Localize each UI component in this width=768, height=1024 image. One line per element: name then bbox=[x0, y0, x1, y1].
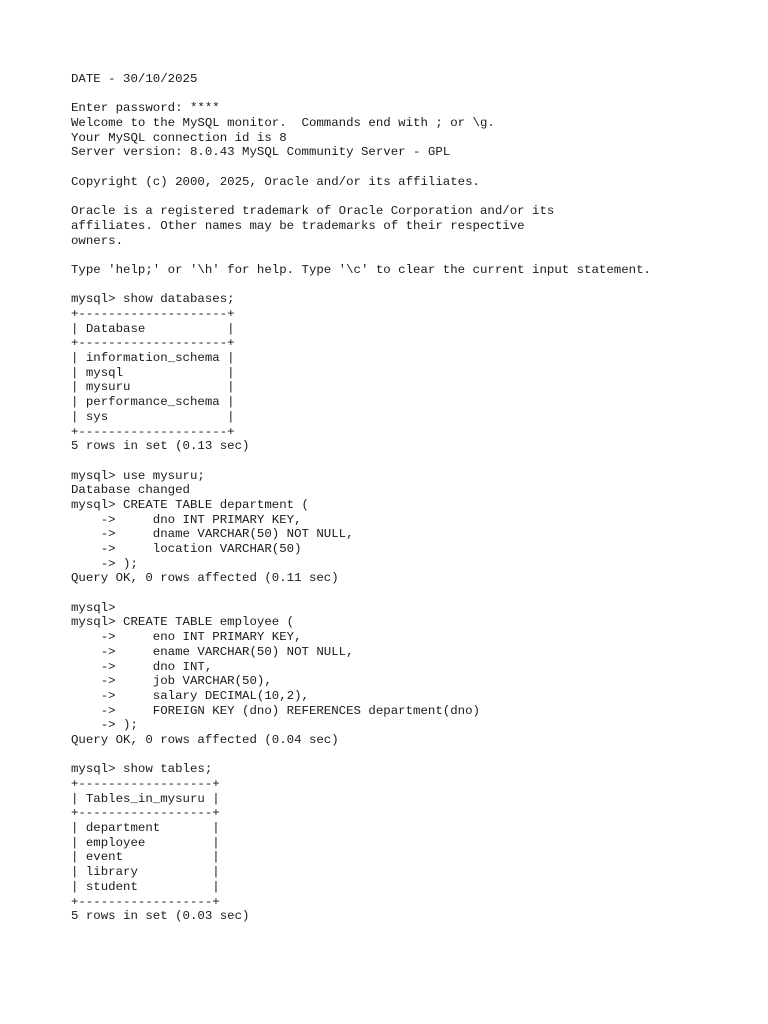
blank-line bbox=[71, 190, 768, 205]
document-line: -> ); bbox=[71, 718, 138, 733]
document-line: -> location VARCHAR(50) bbox=[71, 542, 302, 556]
document-line: Query OK, 0 rows affected (0.04 sec) bbox=[71, 732, 339, 747]
document-line: -> ); bbox=[71, 556, 138, 571]
document-line: mysql> CREATE TABLE employee ( bbox=[71, 615, 295, 630]
document-line: | employee | bbox=[71, 835, 220, 850]
document-line: +--------------------+ bbox=[71, 424, 235, 439]
document-page bbox=[71, 72, 768, 924]
document-line: | performance_schema | bbox=[71, 395, 235, 410]
document-line: owners. bbox=[71, 233, 124, 248]
document-line: 5 rows in set (0.03 sec) bbox=[71, 909, 250, 924]
document-line: | information_schema | bbox=[71, 351, 235, 366]
document-line: Welcome to the MySQL monitor. Commands end with ; or \g. bbox=[71, 116, 495, 131]
document-line: | library | bbox=[71, 865, 220, 880]
blank-line bbox=[71, 160, 768, 175]
document-line: Type 'help;' or '\h' for help. Type '\c' to clear the current input statement. bbox=[71, 262, 651, 277]
document-line: | sys | bbox=[71, 409, 235, 424]
document-line: mysql> show tables; bbox=[71, 762, 213, 777]
document-line: -> eno INT PRIMARY KEY, bbox=[71, 630, 302, 645]
document-line: +------------------+ bbox=[71, 894, 220, 909]
document-line: mysql> show databases; bbox=[71, 292, 235, 307]
document-line: Server version: 8.0.43 MySQL Community Server - GPL bbox=[71, 145, 451, 160]
document-line: mysql> CREATE TABLE department ( bbox=[71, 497, 309, 512]
document-line: | department | bbox=[71, 821, 220, 836]
document-line: affiliates. Other names may be trademarks of their respective bbox=[71, 218, 525, 233]
document-line: -> ename VARCHAR(50) NOT NULL, bbox=[71, 644, 354, 659]
blank-line bbox=[71, 248, 768, 263]
document-line: -> dno INT PRIMARY KEY, bbox=[71, 512, 302, 527]
document-line: Database changed bbox=[71, 483, 190, 498]
document-line: +--------------------+ bbox=[71, 336, 235, 351]
document-line: | event | bbox=[71, 850, 220, 865]
document-line: | Tables_in_mysuru | bbox=[71, 791, 220, 806]
document-line: -> dno INT, bbox=[71, 659, 213, 674]
document-line: Query OK, 0 rows affected (0.11 sec) bbox=[71, 571, 339, 586]
document-line: DATE - 30/10/2025 bbox=[71, 72, 198, 86]
document-line: | Database | bbox=[71, 321, 235, 336]
document-line: mysql> bbox=[71, 600, 116, 615]
document-line: Your MySQL connection id is 8 bbox=[71, 130, 287, 145]
blank-line bbox=[71, 748, 768, 763]
document-line: +------------------+ bbox=[71, 777, 220, 791]
document-line: -> FOREIGN KEY (dno) REFERENCES department(dno) bbox=[71, 703, 480, 718]
document-line: | mysuru | bbox=[71, 380, 235, 395]
document-line: | mysql | bbox=[71, 365, 235, 380]
document-line: -> salary DECIMAL(10,2), bbox=[71, 688, 309, 703]
document-line: +------------------+ bbox=[71, 806, 220, 821]
document-line: mysql> use mysuru; bbox=[71, 468, 205, 483]
blank-line bbox=[71, 586, 768, 601]
document-line: -> dname VARCHAR(50) NOT NULL, bbox=[71, 527, 354, 542]
blank-line bbox=[71, 278, 768, 293]
document-line: Oracle is a registered trademark of Oracle Corporation and/or its bbox=[71, 204, 555, 219]
document-line: Copyright (c) 2000, 2025, Oracle and/or its affiliates. bbox=[71, 174, 480, 189]
blank-line bbox=[71, 454, 768, 469]
document-line: -> job VARCHAR(50), bbox=[71, 674, 272, 689]
document-line: 5 rows in set (0.13 sec) bbox=[71, 439, 250, 454]
document-line: Enter password: **** bbox=[71, 101, 220, 116]
document-line: | student | bbox=[71, 879, 220, 894]
document-line: +--------------------+ bbox=[71, 307, 235, 321]
blank-line bbox=[71, 87, 768, 102]
